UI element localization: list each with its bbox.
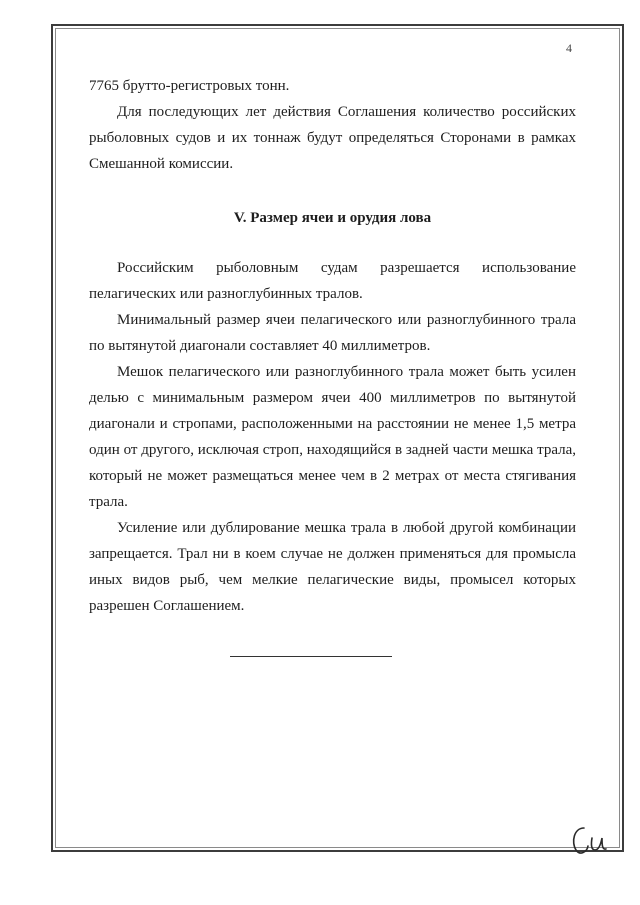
page-number: 4 <box>566 41 572 55</box>
paragraph-codend-reinforcement: Мешок пелагического или разноглубинного трала может быть усилен делью с минимальным размером ячеи 400 миллиметров по вытянутой диагонали и стропами, расположенными на расстоянии не менее 1,5 метра один от другого, исключая строп, находящийся в задней части мешка трала, который не может размещаться менее чем в 2 метрах от места стягивания трала. <box>89 364 576 510</box>
document-body <box>89 73 576 619</box>
handwritten-initials <box>568 822 612 858</box>
signature-line <box>230 656 392 657</box>
paragraph-tonnage: 7765 брутто-регистровых тонн. <box>89 78 290 94</box>
paragraph-subsequent-years: Для последующих лет действия Соглашения количество российских рыболовных судов и их тоннаж будут определяться Сторонами в рамках Смешанной комиссии. <box>89 104 576 172</box>
paragraph-mesh-size: Минимальный размер ячеи пелагического или разноглубинного трала по вытянутой диагонали составляет 40 миллиметров. <box>89 312 576 354</box>
paragraph-prohibition: Усиление или дублирование мешка трала в любой другой комбинации запрещается. Трал ни в коем случае не должен применяться для промысла иных видов рыб, чем мелкие пелагические виды, промысел которых разрешен Соглашением. <box>89 520 576 614</box>
paragraph-trawls-allowed: Российским рыболовным судам разрешается использование пелагических или разноглубинных тралов. <box>89 260 576 302</box>
section-title: V. Размер ячеи и орудия лова <box>233 210 432 226</box>
